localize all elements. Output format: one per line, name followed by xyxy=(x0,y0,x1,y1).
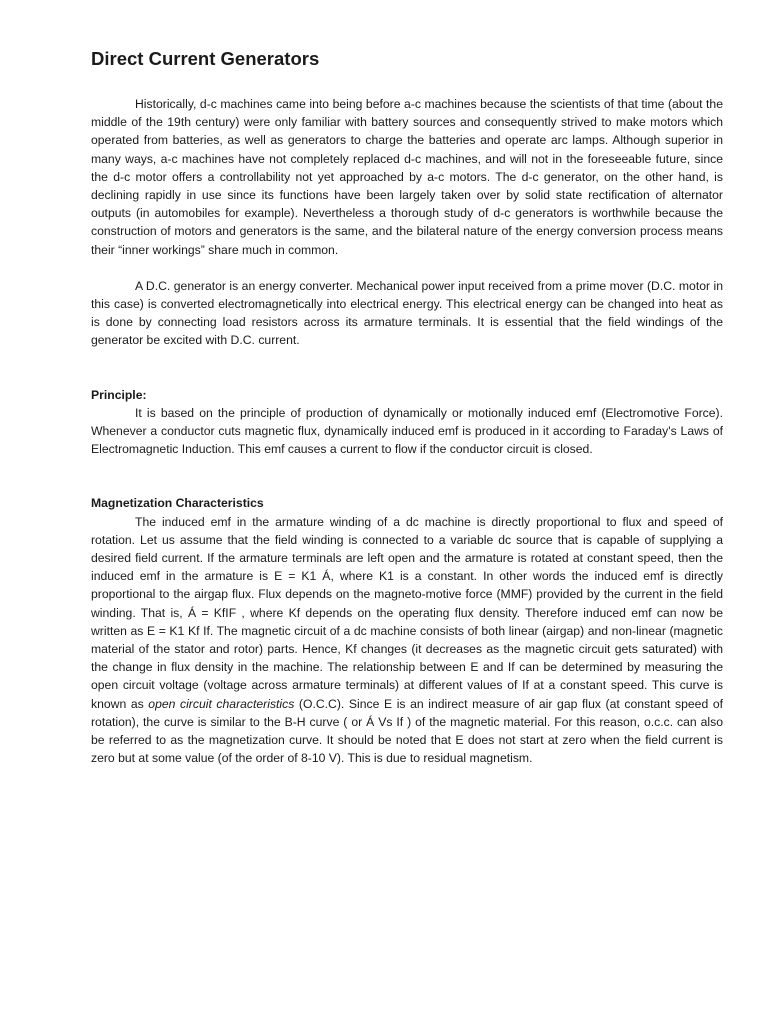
principle-heading: Principle: xyxy=(91,387,147,402)
magnetization-text-part-1: The induced emf in the armature winding of a dc machine is directly proportional to flux and speed of rotation. Let us assume that the field winding is connected to a variable dc source that is capable of supplying a desired field current. If the armature terminals are left open and the armature is rotated at constant speed, then the induced emf in the armature is E = K1 Á, where K1 is a constant. In other words the induced emf is directly proportional to the airgap flux. Flux depends on the magneto-motive force (MMF) provided by the current in the field winding. That is, Á = KfIF , where Kf depends on the operating flux density. Therefore induced emf can now be written as E = K1 Kf If. The magnetic circuit of a dc machine consists of both linear (airgap) and non-linear (magnetic material of the stator and rotor) parts. Hence, Kf changes (it decreases as the magnetic circuit gets saturated) with the change in flux density in the machine. The relationship between E and If can be determined by measuring the open circuit voltage (voltage across armature terminals) at different values of If at a constant speed. This curve is known as xyxy=(91,514,723,711)
intro-paragraph-1: Historically, d-c machines came into being before a-c machines because the scientists of that time (about the middle of the 19th century) were only familiar with battery sources and consequently strived to make motors which operated from batteries, as well as generators to charge the batteries and operate arc lamps. Although superior in many ways, a-c machines have not completely replaced d-c machines, and will not in the foreseeable future, since the d-c motor offers a controllability not yet approached by a-c motors. The d-c generator, on the other hand, is declining rapidly in use since its functions have been largely taken over by solid state rectification of alternator outputs (in automobiles for example). Nevertheless a thorough study of d-c generators is worthwhile because the construction of motors and generators is the same, and the bilateral nature of the energy conversion process means their “inner workings” share much in common. xyxy=(91,97,723,257)
principle-paragraph: It is based on the principle of production of dynamically or motionally induced emf (Electromotive Force). Whenever a conductor cuts magnetic flux, dynamically induced emf is produced in it according to Faraday's Laws of Electromagnetic Induction. This emf causes a current to flow if the conductor circuit is closed. xyxy=(91,405,723,457)
occ-term: open circuit characteristics xyxy=(148,696,295,711)
magnetization-text-part-2: (O.C.C). Since E is an indirect measure of air gap flux (at constant speed of rotation), the curve is similar to the B-H curve ( or Á Vs If ) of the magnetic material. For this reason, o.c.c. can also be referred to as the magnetization curve. It should be noted that E does not start at zero when the field current is zero but at some value (of the order of 8-10 V). This is due to residual magnetism. xyxy=(91,696,723,766)
section-spacer xyxy=(91,458,723,494)
page-title: Direct Current Generators xyxy=(91,48,320,69)
magnetization-heading: Magnetization Characteristics xyxy=(91,496,264,511)
magnetization-paragraph xyxy=(91,513,723,768)
section-spacer xyxy=(91,350,723,386)
paragraph-spacer xyxy=(91,259,723,277)
document-page xyxy=(91,46,723,768)
intro-paragraph-2: A D.C. generator is an energy converter. Mechanical power input received from a prime mover (D.C. motor in this case) is converted electromagnetically into electrical energy. This electrical energy can be changed into heat as is done by connecting load resistors across its armature terminals. It is essential that the field windings of the generator be excited with D.C. current. xyxy=(91,278,723,348)
